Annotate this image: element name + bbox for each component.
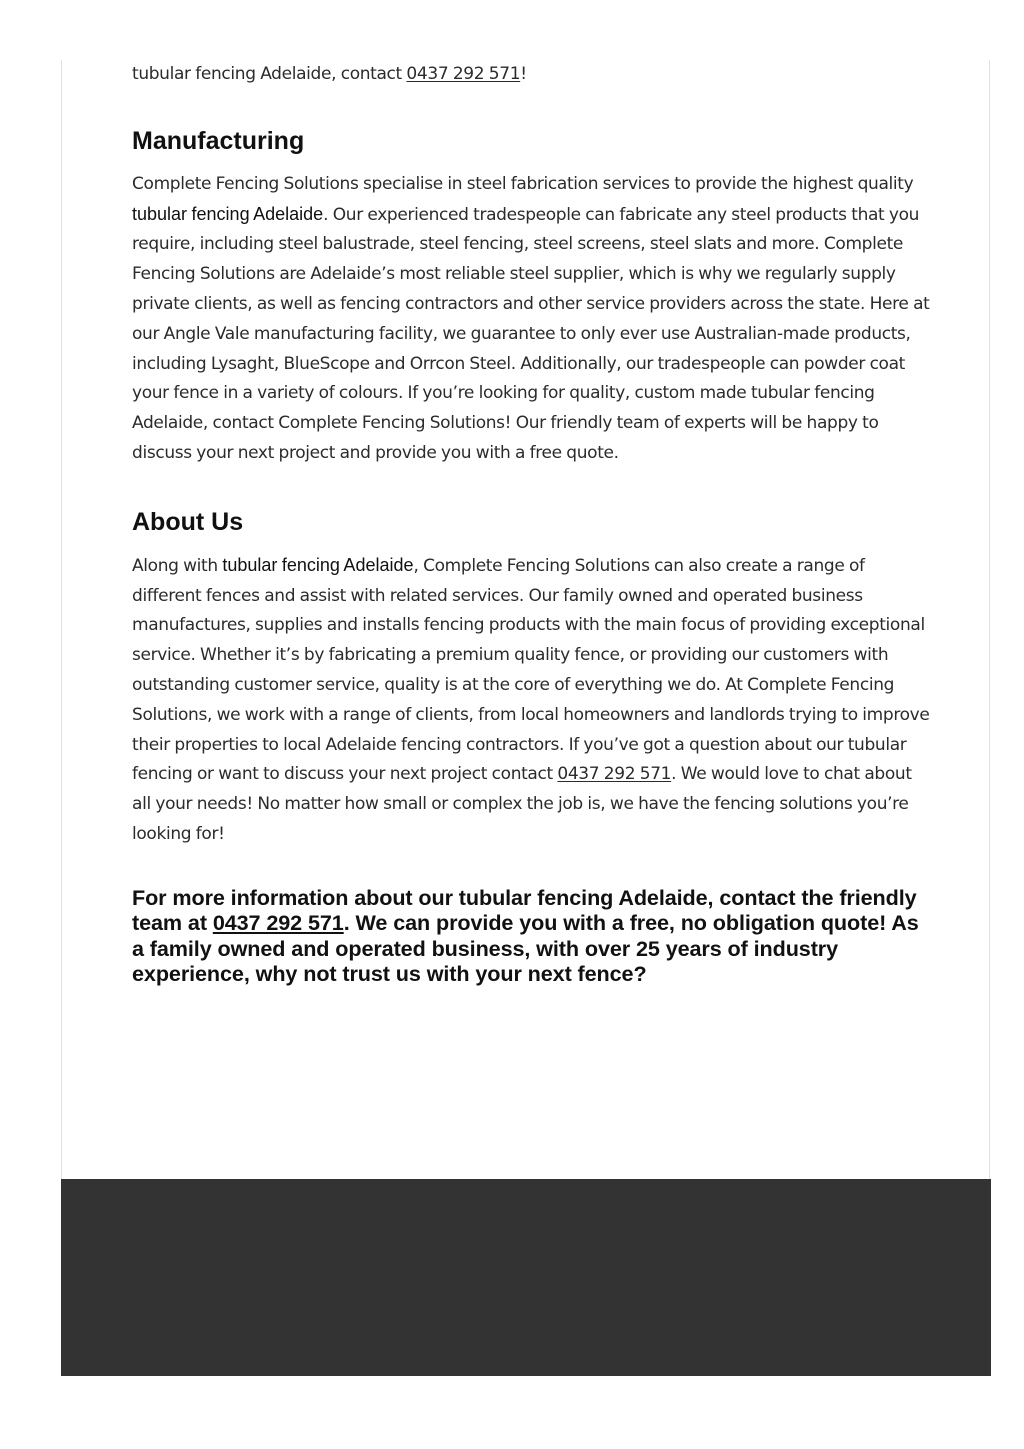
footer <box>61 1179 991 1376</box>
main-content <box>132 60 932 987</box>
cta-heading <box>132 885 932 987</box>
about-heading: About Us <box>132 507 244 536</box>
about-text: Along with <box>132 555 223 576</box>
intro-phone-link[interactable]: 0437 292 571 <box>406 64 521 84</box>
manufacturing-keyword: tubular fencing Adelaide <box>132 203 324 224</box>
manufacturing-paragraph <box>132 170 932 469</box>
cta-text-end: . We can provide you with a free, no obligation quote! As a family owned and operated business, with over 25 years of industry experience, why not trust us with your next fence? <box>132 910 919 987</box>
manufacturing-text: Complete Fencing Solutions specialise in steel fabrication services to provide the highest quality <box>132 173 914 194</box>
manufacturing-text-rest: . Our experienced tradespeople can fabricate any steel products that you require, including steel balustrade, steel fencing, steel screens, steel slats and more. Complete Fencing Solutions are Adelaide’s most reliable steel supplier, which is why we regularly supply private clients, as well as fencing contractors and other service providers across the state. Here at our Angle Vale manufacturing facility, we guarantee to only ever use Australian-made products, including Lysaght, BlueScope and Orrcon Steel. Additionally, our tradespeople can powder coat your fence in a variety of colours. If you’re looking for quality, custom made tubular fencing Adelaide, contact Complete Fencing Solutions! Our friendly team of experts will be happy to discuss your next project and provide you with a free quote. <box>132 204 930 463</box>
intro-text-end: ! <box>520 64 527 84</box>
about-keyword: tubular fencing Adelaide <box>222 554 414 575</box>
intro-paragraph <box>132 60 932 90</box>
about-phone-link[interactable]: 0437 292 571 <box>557 764 672 785</box>
about-paragraph <box>132 551 932 850</box>
manufacturing-heading: Manufacturing <box>132 126 305 155</box>
intro-text: tubular fencing Adelaide, contact <box>132 64 407 84</box>
cta-phone-link[interactable]: 0437 292 571 <box>212 910 344 936</box>
cta-text: For more information about our tubular fencing Adelaide, contact the friendly team at <box>132 884 917 936</box>
about-text-middle: , Complete Fencing Solutions can also create a range of different fences and assist with related services. Our family owned and operated business manufactures, supplies and installs fencing products with the main focus of providing exceptional service. Whether it’s by fabricating a premium quality fence, or providing our customers with outstanding customer service, quality is at the core of everything we do. At Complete Fencing Solutions, we work with a range of clients, from local homeowners and landlords trying to improve their properties to local Adelaide fencing contractors. If you’ve got a question about our tubular fencing or want to discuss your next project contact <box>132 555 930 785</box>
about-text-end: . We would love to chat about all your needs! No matter how small or complex the job is, we have the fencing solutions you’re looking for! <box>132 764 912 844</box>
